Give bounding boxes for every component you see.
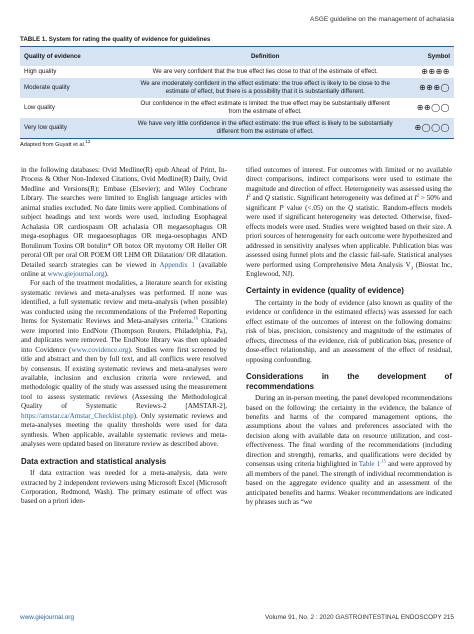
cell-quality: Low quality xyxy=(24,104,55,111)
paragraph: If data extraction was needed for a meta-analysis, data were extracted by 2 independent reviewers using Microsoft Excel (Microsoft Corporation, Redmond, Wash). The primary estimate of effect was based on a priori iden- xyxy=(21,469,227,506)
header-symbol: Symbol xyxy=(427,53,450,60)
text: During an in-person meeting, the panel developed recommendations based on the following: the certainty in the evidence, the balance of benefits and harms of the compared management options, the assumptions about the values and preferences associated with the decision along with available data on resource utilization, and cost-effectiveness. The final wording of the recommendations (including direction and strength), remarks, and qualifications were decided by consensus using criteria highlighted in xyxy=(246,394,452,469)
left-column xyxy=(21,166,227,507)
text: statistic. Significant heterogeneity was defined at xyxy=(269,194,415,203)
right-column xyxy=(246,166,452,508)
table-header-row xyxy=(20,47,454,66)
subscript: 3 xyxy=(410,264,413,270)
table-row xyxy=(20,98,454,118)
quality-table xyxy=(20,47,454,139)
table-footnote xyxy=(20,139,454,148)
evidence-quality-table xyxy=(20,34,454,148)
footnote-text: Adapted from Guyatt et al. xyxy=(20,142,86,148)
table-row xyxy=(20,66,454,78)
text: statistic. Random-effects models were used if significant heterogeneity was detected. Otherwise, fixed-effects models were used. Studies were weighted based on their size. A priori sources of heterogeneity for each outcome were hypothesized and addressed in sensitivity analyses when applicable. Publication bias was assessed using funnel plots and the classic fail-safe. Statistical analyses were performed using Comprehensive Meta Analysis V xyxy=(246,203,453,269)
footnote-ref: 12 xyxy=(85,139,91,145)
cell-symbol: ⊕⊕⊕◯ xyxy=(418,83,450,92)
text: (available online at xyxy=(21,260,227,278)
text: tified outcomes of interest. For outcomes with limited or no available direct comparisons, indirect comparisons were used to estimate the magnitude and direction of effect. Heterogeneity was assessed using the xyxy=(246,166,452,193)
cell-symbol: ⊕⊕◯◯ xyxy=(416,103,450,112)
cell-symbol: ⊕◯◯◯ xyxy=(414,123,450,132)
cell-definition: We are moderately confident in the effect estimate: the true effect is likely to be close to the estimate of effect, but there is a possibility that it is substantially different. xyxy=(140,80,390,95)
header-quality: Quality of evidence xyxy=(24,53,81,60)
paragraph xyxy=(246,394,452,507)
text: value (<.05) on the xyxy=(283,203,348,212)
cell-definition: We have very little confidence in the effect estimate: the true effect is likely to be substantially different from the estimate of effect. xyxy=(137,120,393,135)
paragraph xyxy=(246,166,452,279)
table-row xyxy=(20,118,454,139)
cell-definition: Our confidence in the effect estimate is limited: the true effect may be substantially different from the estimate of effect. xyxy=(140,100,390,115)
text: For each of the treatment modalities, a literature search for existing systematic reviews and meta-analyses was performed. If none was identified, a full systematic review and meta-analysis (when possible) was conducted using the recommendations of the Preferred Reporting Items for Systematic Reviews and Meta-analyses criteria. xyxy=(21,279,227,326)
cell-quality: Very low quality xyxy=(24,124,67,131)
section-heading: Considerations in the development of recommendations xyxy=(246,372,452,391)
cell-symbol: ⊕⊕⊕⊕ xyxy=(421,67,450,76)
paragraph xyxy=(21,166,227,279)
footer-citation: Volume 91, No. 2 : 2020 GASTROINTESTINAL ENDOSCOPY 215 xyxy=(265,614,454,621)
reference-link[interactable]: 16 xyxy=(193,315,199,321)
text: > 50% and significant xyxy=(246,194,452,212)
cell-quality: High quality xyxy=(24,68,57,75)
section-heading: Certainty in evidence (quality of evidence) xyxy=(246,286,404,296)
text: ). Only systematic reviews and meta-analyses meeting the quality thresholds were used for data synthesis. When applicable, available systematic reviews and meta-analyses were updated based on literature review as described above. xyxy=(21,411,227,449)
table-row xyxy=(20,78,454,98)
text: Citations were imported into EndNote (Thompson Reuters, Philadelphia, Pa), and duplicates were removed. The EndNote library was then uploaded into Covidence ( xyxy=(21,317,227,354)
table-caption: TABLE 1. System for rating the quality of evidence for guidelines xyxy=(20,34,454,47)
text: ). Studies were first screened by title and abstract and then by full text, and all conflicts were resolved by consensus. If existing systematic reviews and meta-analyses were available, inclusion and exclusion criteria were reviewed, and methodologic quality of the study was assessed using the measurement tool to assess systematic reviews (Assessing the Methodological Quality of Systematic Reviews-2 [AMSTAR-2], xyxy=(21,345,228,411)
math-q: Q xyxy=(264,194,270,203)
running-head: ASGE guideline on the management of achalasia xyxy=(309,16,454,23)
superscript: 2 xyxy=(248,192,251,198)
superscript: 2 xyxy=(416,192,419,198)
cell-quality: Moderate quality xyxy=(24,84,70,91)
footer-journal-link[interactable]: www.giejournal.org xyxy=(20,614,74,621)
math-p: P xyxy=(279,203,284,212)
text: (Biostat Inc, Englewood, NJ). xyxy=(246,260,452,278)
giejournal-link[interactable]: www.giejournal.org xyxy=(47,269,105,278)
text: in the following databases: Ovid Medline(R) epub Ahead of Print, In-Process & Other Non-Indexed Citations, Ovid Medline(R) Daily, Ovid Medline and Versions(R); Embase (Elsevier); and Wiley Cochrane Library. The searches were limited to English language articles with animal studies excluded. No date limits were applied. Combinations of subject headings and text words were used, including Esophageal Achalasia OR cardiospasm OR achalasia OR megaesophagus OR mega-esophagus OR megaoesophagus OR mega-oesophagus AND Botulinum Toxins OR botulin* OR botox OR myotomy OR Heller OR peroral OR per oral OR POEM OR LHM OR Dilatation/ OR dilatation. Detailed search strategies can be viewed in xyxy=(21,166,227,269)
text: ). xyxy=(104,269,109,278)
header-definition: Definition xyxy=(250,53,280,60)
math-q: Q xyxy=(347,203,354,212)
amstar-link[interactable]: https://amstar.ca/Amstar_Checklist.php xyxy=(21,411,134,420)
appendix-link[interactable]: Appendix 1 xyxy=(159,260,196,269)
paragraph: The certainty in the body of evidence (also known as quality of the evidence or confidence in the estimated effects) was assessed for each effect estimate of the outcomes of interest on the following domains: risk of bias, precision, consistency and magnitude of the estimates of effects, directness of the evidence, risk of publication bias, presence of dose-effect relationship, and an assessment of the effect of residual, opposing confounding. xyxy=(246,298,452,364)
covidence-link[interactable]: www.covidence.org xyxy=(71,345,129,354)
table-link[interactable]: Table 1 xyxy=(358,460,381,469)
math-i: I xyxy=(414,194,417,203)
section-heading: Data extraction and statistical analysis xyxy=(21,456,167,466)
cell-definition: We are very confident that the true effect lies close to that of the estimate of effect. xyxy=(152,68,378,75)
math-i: I xyxy=(246,194,249,203)
reference-link[interactable]: ,15 xyxy=(380,458,386,464)
text: and xyxy=(250,194,265,203)
paragraph xyxy=(21,279,227,449)
text: and were approved by all members of the panel. The strength of individual recommendation is based on the aggregate evidence quality and an assessment of the anticipated benefits and harms. Weaker recommendations are indicated by phrases such as “we xyxy=(246,460,452,507)
